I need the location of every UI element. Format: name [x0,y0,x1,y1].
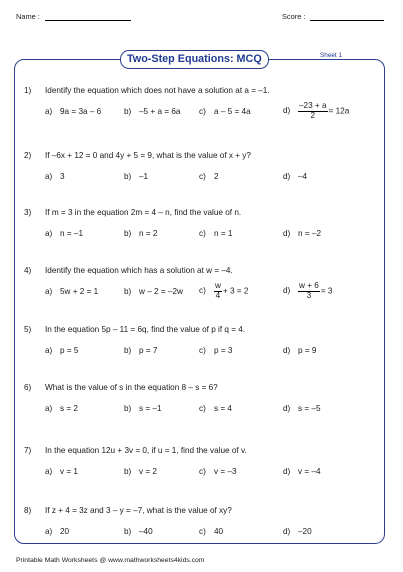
option-text: w – 2 = –2w [139,287,183,296]
option-text: s = 4 [214,404,232,413]
fraction [298,102,328,120]
option-text: 3 [60,172,65,181]
question-text: If –6x + 12 = 0 and 4y + 5 = 9, what is the value of x + y? [45,151,251,160]
answer-option-d[interactable] [283,404,321,413]
option-text: p = 9 [298,346,317,355]
fraction-numerator: –23 + a [299,101,327,110]
question-text: In the equation 5p – 11 = 6q, find the value of p if q = 4. [45,325,246,334]
question-text: What is the value of s in the equation 8 – s = 6? [45,383,218,392]
answer-option-b[interactable] [124,107,180,116]
option-text: –5 + a = 6a [139,107,181,116]
answer-option-c[interactable] [199,527,223,536]
option-letter: c) [199,467,206,476]
option-letter: a) [45,107,53,116]
answer-option-d[interactable] [283,346,316,355]
option-text: 40 [214,527,224,536]
option-letter: b) [124,229,132,238]
score-field [282,12,384,21]
answer-option-a[interactable] [45,467,78,476]
option-letter: c) [199,404,206,413]
option-letter: a) [45,229,53,238]
answer-option-d[interactable] [283,467,321,476]
fraction-denominator: 4 [215,290,221,300]
answer-option-c[interactable] [199,172,219,181]
question-text: If z + 4 = 3z and 3 – y = –7, what is the value of xy? [45,506,232,515]
option-letter: d) [283,106,291,116]
score-blank[interactable] [310,12,384,21]
option-text: –40 [139,527,153,536]
score-label: Score : [282,12,306,21]
answer-option-a[interactable] [45,107,101,116]
option-letter: d) [283,229,291,238]
option-expression-rest: = 12a [328,106,350,116]
answer-option-c[interactable] [199,346,232,355]
option-text: s = –1 [139,404,162,413]
answer-option-d[interactable] [283,229,321,238]
option-letter: c) [199,172,206,181]
name-blank[interactable] [45,12,131,21]
answer-option-c[interactable] [199,467,237,476]
option-text: v = 1 [60,467,78,476]
question-number: 3) [24,208,32,217]
answer-option-b[interactable] [124,404,162,413]
answer-option-b[interactable] [124,467,157,476]
option-letter: a) [45,287,53,296]
fraction [298,282,320,300]
sheet-label: Sheet 1 [320,52,343,59]
question-text: Identify the equation which does not have a solution at a = –1. [45,86,270,95]
option-letter: d) [283,286,291,296]
answer-option-b[interactable] [124,527,153,536]
fraction [214,282,222,300]
question-number: 2) [24,151,32,160]
option-expression-rest: + 3 = 2 [222,286,249,296]
option-letter: d) [283,527,291,536]
option-letter: b) [124,346,132,355]
option-letter: d) [283,346,291,355]
name-label: Name : [16,12,40,21]
fraction-denominator: 2 [310,110,316,120]
answer-option-a[interactable] [45,346,78,355]
option-letter: b) [124,467,132,476]
answer-option-d[interactable] [283,172,307,181]
question-number: 4) [24,266,32,275]
option-text: –20 [298,527,312,536]
question-text: In the equation 12u + 3v = 0, if u = 1, find the value of v. [45,446,247,455]
answer-option-d[interactable] [283,282,332,300]
answer-option-d[interactable] [283,102,349,120]
option-text: v = 2 [139,467,157,476]
option-text: n = –2 [298,229,321,238]
option-text: 20 [60,527,70,536]
option-letter: b) [124,404,132,413]
answer-option-c[interactable] [199,282,248,300]
option-text: 5w + 2 = 1 [60,287,99,296]
question-text: Identify the equation which has a solution at w = –4. [45,266,233,275]
option-text: s = 2 [60,404,78,413]
question-number: 6) [24,383,32,392]
option-text: n = 1 [214,229,233,238]
option-text: v = –3 [214,467,237,476]
answer-option-d[interactable] [283,527,312,536]
answer-option-a[interactable] [45,172,65,181]
answer-option-a[interactable] [45,229,83,238]
option-text: n = 2 [139,229,158,238]
answer-option-a[interactable] [45,404,78,413]
option-text: v = –4 [298,467,321,476]
option-text: a – 5 = 4a [214,107,251,116]
option-letter: c) [199,286,206,296]
option-letter: a) [45,346,53,355]
option-text: n = –1 [60,229,83,238]
answer-option-b[interactable] [124,346,157,355]
option-letter: d) [283,172,291,181]
name-field [16,12,131,21]
option-expression-rest: = 3 [320,286,333,296]
fraction-denominator: 3 [306,290,312,300]
option-letter: b) [124,172,132,181]
option-letter: c) [199,527,206,536]
answer-option-b[interactable] [124,172,148,181]
answer-option-c[interactable] [199,107,251,116]
question-number: 1) [24,86,32,95]
option-letter: a) [45,404,53,413]
option-letter: c) [199,229,206,238]
worksheet-title: Two-Step Equations: MCQ [120,50,269,69]
answer-option-a[interactable] [45,287,98,296]
option-letter: a) [45,172,53,181]
option-text: –1 [139,172,149,181]
answer-option-b[interactable] [124,287,183,296]
option-letter: b) [124,107,132,116]
option-text: 2 [214,172,219,181]
answer-option-a[interactable] [45,527,69,536]
option-text: p = 5 [60,346,79,355]
question-number: 8) [24,506,32,515]
option-letter: c) [199,346,206,355]
option-letter: b) [124,287,132,296]
option-letter: d) [283,467,291,476]
option-text: –4 [298,172,308,181]
question-text: If m = 3 in the equation 2m = 4 – n, find the value of n. [45,208,242,217]
option-text: 9a = 3a – 6 [60,107,102,116]
answer-option-b[interactable] [124,229,157,238]
question-number: 7) [24,446,32,455]
option-text: p = 3 [214,346,233,355]
answer-option-c[interactable] [199,229,232,238]
answer-option-c[interactable] [199,404,232,413]
option-letter: b) [124,527,132,536]
option-text: p = 7 [139,346,158,355]
fraction-numerator: w [215,281,221,290]
question-number: 5) [24,325,32,334]
fraction-numerator: w + 6 [299,281,319,290]
footer-text: Printable Math Worksheets @ www.mathworksheets4kids.com [16,557,205,564]
option-text: s = –5 [298,404,321,413]
option-letter: c) [199,107,206,116]
option-letter: a) [45,467,53,476]
option-letter: a) [45,527,53,536]
option-letter: d) [283,404,291,413]
